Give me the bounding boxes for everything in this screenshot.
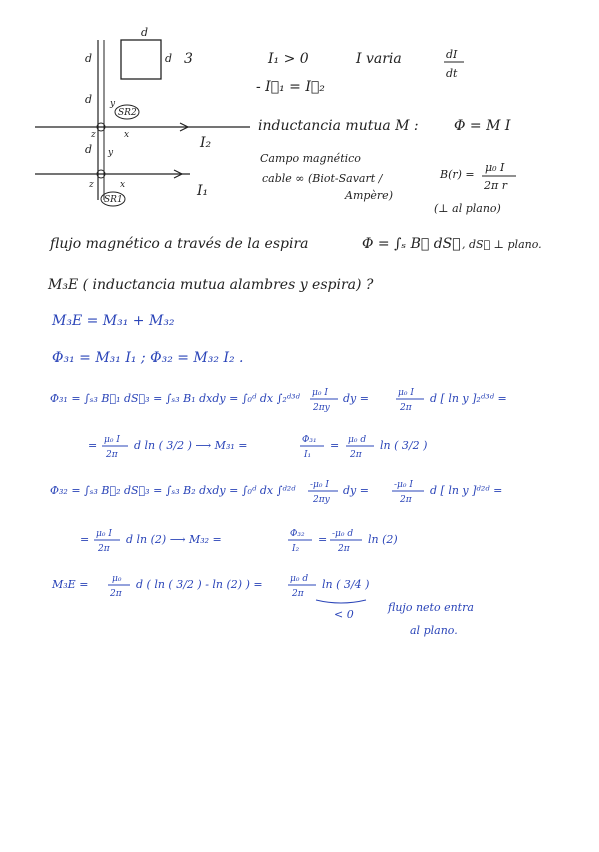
solution-line-1: M₃E = M₃₁ + M₃₂ xyxy=(52,313,175,329)
lower-d-label: d xyxy=(85,143,93,156)
line4-equals: = xyxy=(88,439,98,452)
line4-mu-num: μ₀ d xyxy=(348,435,367,445)
mutual-inductance-label: inductancia mutua M : xyxy=(258,118,419,134)
line6-num: μ₀ I xyxy=(96,529,112,539)
axis-z-1: z xyxy=(89,180,94,190)
square-right-label: d xyxy=(165,52,173,65)
line6-phi-den: I₂ xyxy=(292,544,300,554)
line6-mu-num: -μ₀ d xyxy=(332,529,354,539)
axis-y-2: y xyxy=(110,99,116,109)
line6-phi-num: Φ₃₂ xyxy=(290,529,305,539)
rate-numerator: dI xyxy=(446,48,458,61)
field-numerator: μ₀ I xyxy=(485,161,505,174)
axis-y-1: y xyxy=(108,148,114,158)
line7-den: 2π xyxy=(110,589,122,599)
axis-z-2: z xyxy=(91,130,96,140)
upper-d-label: d xyxy=(85,52,93,65)
field-ampere: Ampère) xyxy=(345,189,393,202)
flux-32-coef-den: 2π xyxy=(400,495,412,505)
line4-equals-2: = xyxy=(330,439,340,452)
flux-note: , dS⃗ ⊥ plano. xyxy=(462,238,542,251)
flux-formula: Φ = ∫ₛ B⃗ dS⃗ xyxy=(362,236,461,252)
loop-square xyxy=(121,40,161,79)
line7-num: μ₀ xyxy=(112,574,122,584)
underbrace xyxy=(316,600,366,603)
line4-body: d ln ( 3/2 ) ⟶ M₃₁ = xyxy=(134,439,248,452)
square-index: 3 xyxy=(184,51,193,67)
wire-2-label: I₂ xyxy=(200,135,212,151)
mutual-inductance-formula: Φ = M I xyxy=(454,118,511,134)
field-perpendicular: (⊥ al plano) xyxy=(434,202,501,215)
wire-1-label: I₁ xyxy=(197,183,209,199)
current-relation: - I⃗₁ = I⃗₂ xyxy=(256,79,325,95)
line6-body: d ln (2) ⟶ M₃₂ = xyxy=(126,533,222,546)
line6-den: 2π xyxy=(98,544,110,554)
line6-mu-den: 2π xyxy=(338,544,350,554)
frame-1-label: SR1 xyxy=(104,195,123,205)
line4-phi-den: I₁ xyxy=(304,450,312,460)
field-lhs: B(r) = xyxy=(440,168,475,181)
line6-equals: = xyxy=(80,533,90,546)
question: M₃E ( inductancia mutua alambres y espira) ? xyxy=(48,277,374,293)
flux-31-start: Φ₃₁ = ∫ₛ₃ B⃗₁ dS⃗₃ = ∫ₛ₃ B₁ dxdy = ∫₀ᵈ dx ∫₂ᵈ³ᵈ xyxy=(50,392,300,405)
flux-31-coef-num: μ₀ I xyxy=(398,388,414,398)
line7-log: ln ( 3/4 ) xyxy=(322,578,370,591)
flux-text: flujo magnético a través de la espira xyxy=(50,236,309,252)
condition-varies: I varia xyxy=(356,51,402,67)
flux-note-2: al plano. xyxy=(410,624,458,637)
negative-note: < 0 xyxy=(334,608,354,621)
field-cable: cable ∞ (Biot-Savart / xyxy=(262,172,383,185)
line7-body: d ( ln ( 3/2 ) - ln (2) ) = xyxy=(136,578,263,591)
line6-equals-2: = xyxy=(318,533,328,546)
mutual-32-result xyxy=(80,529,398,554)
rate-denominator: dt xyxy=(446,67,458,80)
flux-32-derivation xyxy=(50,480,502,505)
square-top-label: d xyxy=(141,26,149,39)
total-mutual-inductance xyxy=(51,574,474,637)
line6-log: ln (2) xyxy=(368,533,398,546)
line4-num: μ₀ I xyxy=(104,435,120,445)
flux-32-start: Φ₃₂ = ∫ₛ₃ B⃗₂ dS⃗₃ = ∫ₛ₃ B₂ dxdy = ∫₀ᵈ dx ∫ᵈ²ᵈ xyxy=(50,484,296,497)
flux-31-derivation xyxy=(50,388,507,413)
flux-32-result: d [ ln y ]ᵈ²ᵈ = xyxy=(430,484,503,497)
line4-log: ln ( 3/2 ) xyxy=(380,439,428,452)
flux-32-dy: dy = xyxy=(343,484,369,497)
flux-31-integrand-num: μ₀ I xyxy=(312,388,328,398)
flux-32-integrand-den: 2πy xyxy=(313,495,330,505)
field-denominator: 2π r xyxy=(484,179,507,192)
axis-x-1: x xyxy=(120,180,126,190)
line7-mu-den: 2π xyxy=(292,589,304,599)
flux-31-coef-den: 2π xyxy=(400,403,412,413)
line4-phi-num: Φ₃₁ xyxy=(302,435,317,445)
flux-32-coef-num: -μ₀ I xyxy=(394,480,413,490)
flux-31-integrand-den: 2πy xyxy=(313,403,330,413)
mutual-31-result xyxy=(88,435,427,460)
field-title: Campo magnético xyxy=(260,152,361,165)
solution-line-2: Φ₃₁ = M₃₁ I₁ ; Φ₃₂ = M₃₂ I₂ . xyxy=(52,350,244,366)
condition-positive: I₁ > 0 xyxy=(268,51,309,67)
frame-2-label: SR2 xyxy=(118,108,137,118)
flux-note-1: flujo neto entra xyxy=(388,601,474,614)
setup-diagram xyxy=(35,40,250,206)
flux-31-dy: dy = xyxy=(343,392,369,405)
axis-x-2: x xyxy=(124,130,130,140)
flux-31-result: d [ ln y ]₂ᵈ³ᵈ = xyxy=(430,392,507,405)
line7-mu-num: μ₀ d xyxy=(290,574,309,584)
line4-den: 2π xyxy=(106,450,118,460)
mid-d-label: d xyxy=(85,93,93,106)
line4-mu-den: 2π xyxy=(350,450,362,460)
line7-lhs: M₃E = xyxy=(52,578,89,591)
flux-32-integrand-num: -μ₀ I xyxy=(310,480,329,490)
